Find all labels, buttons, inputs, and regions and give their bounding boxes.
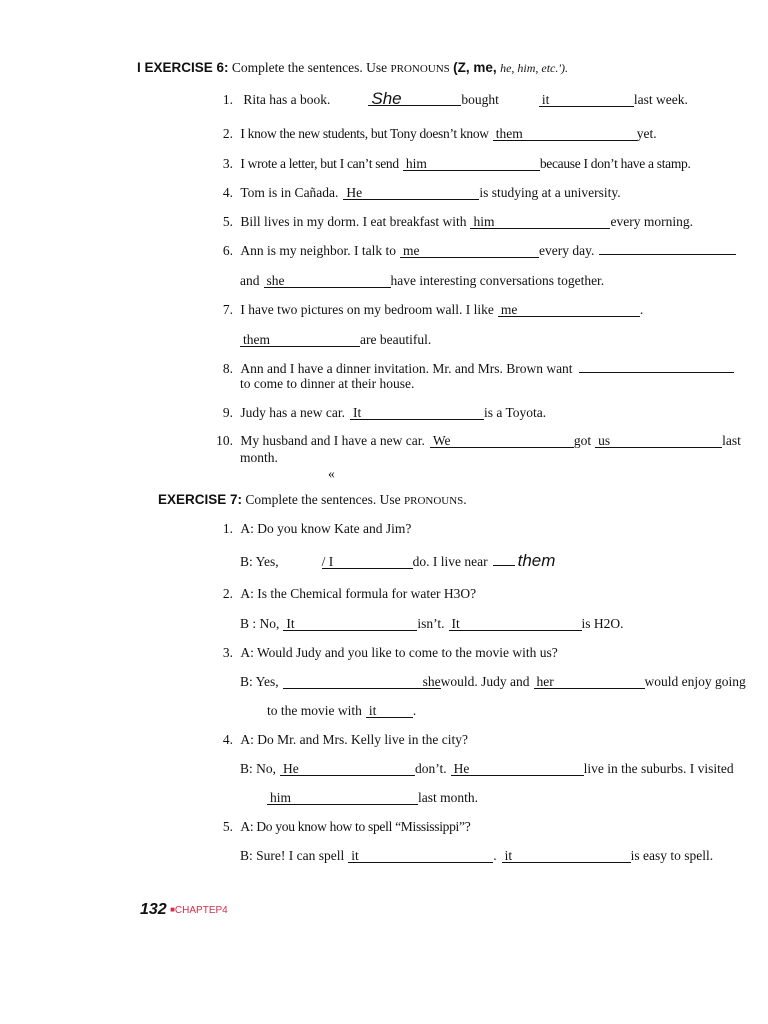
exercise6-examples-bold: (Z, me,: [453, 60, 497, 75]
answer-blank-short[interactable]: [493, 565, 515, 566]
item-text: to come to dinner at their house.: [240, 376, 415, 391]
answer-blank[interactable]: it: [539, 93, 634, 107]
item-number: 6.: [222, 243, 233, 258]
item-text: last week.: [633, 92, 688, 107]
exercise7-pronouns-word: PRONOUNS: [404, 495, 464, 507]
item-number: 4.: [222, 185, 233, 200]
item-text: Judy has a new car.: [240, 405, 345, 420]
stray-mark-text: «: [328, 466, 335, 481]
dialog-text: B : No,: [240, 616, 280, 631]
dialog-text: is H2O.: [581, 616, 624, 631]
ex7-item-3-b: [240, 674, 746, 690]
ex6-item-3: [212, 156, 691, 172]
item-text: I have two pictures on my bedroom wall. I like: [240, 302, 494, 317]
item-text: .: [639, 302, 644, 317]
dialog-text: .: [412, 703, 417, 718]
exercise6-pronouns-word: PRONOUNS: [390, 63, 450, 75]
dialog-text: would. Judy and: [440, 674, 530, 689]
exercise6-instruction: Complete the sentences. Use: [231, 60, 388, 75]
item-number: 9.: [222, 405, 233, 420]
dialog-text: do. I live near: [412, 554, 488, 569]
item-number: 5.: [222, 214, 233, 229]
item-number: 2.: [222, 586, 233, 601]
dialog-text: would enjoy going: [644, 674, 746, 689]
ex6-item-10: [212, 433, 741, 449]
item-text: is studying at a university.: [479, 185, 621, 200]
dialog-text: last month.: [418, 790, 478, 805]
answer-blank[interactable]: him: [470, 215, 610, 229]
item-number: 10.: [216, 433, 233, 448]
dialog-text: .: [493, 848, 497, 863]
exercise7-title: EXERCISE 7:: [158, 492, 243, 507]
item-text: because I don’t have a stamp.: [539, 156, 691, 171]
item-text: every day.: [539, 243, 595, 258]
dialog-line-a: A: Do you know how to spell “Mississippi”?: [240, 819, 471, 834]
answer-blank[interactable]: [599, 254, 736, 255]
ex6-item-4: [212, 185, 621, 201]
dialog-line-a: A: Do Mr. and Mrs. Kelly live in the city?: [240, 732, 468, 747]
item-text: Bill lives in my dorm. I eat breakfast with: [240, 214, 467, 229]
answer-blank[interactable]: her: [534, 675, 645, 689]
exercise6-title: I EXERCISE 6:: [137, 60, 229, 75]
ex7-item-1-a: [212, 521, 411, 537]
item-text: are beautiful.: [360, 332, 432, 347]
item-number: 1.: [222, 521, 233, 536]
answer-blank[interactable]: it: [502, 849, 631, 863]
ex7-item-4-b: [240, 761, 734, 777]
answer-blank[interactable]: him: [403, 157, 540, 171]
item-text: Tom is in Cañada.: [240, 185, 339, 200]
dialog-line-a: A: Is the Chemical formula for water H3O?: [240, 586, 477, 601]
item-text: bought: [461, 92, 499, 107]
chapter-label: CHAPTEP4: [174, 905, 228, 916]
square-icon: ■: [170, 905, 175, 914]
answer-blank[interactable]: them: [493, 127, 637, 141]
answer-blank[interactable]: us: [595, 434, 722, 448]
item-text: last: [722, 433, 741, 448]
ex7-item-5-a: [212, 819, 470, 835]
handwritten-answer: them: [517, 551, 556, 570]
ex7-item-4-a: [212, 732, 468, 748]
item-text: Ann and I have a dinner invitation. Mr. and Mrs. Brown want: [240, 361, 573, 376]
stray-mark: [328, 466, 335, 482]
item-number: 1.: [222, 92, 233, 107]
ex6-item-7: [212, 302, 643, 318]
answer-blank[interactable]: him: [267, 791, 418, 805]
dialog-text: B: No,: [240, 761, 277, 776]
dialog-text: isn’t.: [417, 616, 445, 631]
answer-blank[interactable]: It: [283, 617, 417, 631]
ex6-item-5: [212, 214, 693, 230]
ex6-item-7-cont: [240, 332, 431, 348]
answer-blank[interactable]: It: [350, 406, 484, 420]
ex6-item-6-cont: [240, 273, 604, 289]
item-number: 4.: [222, 732, 233, 747]
ex7-item-3-c: [267, 703, 416, 719]
dialog-line-a: A: Would Judy and you like to come to the movie with us?: [240, 645, 558, 660]
ex6-item-9: [212, 405, 546, 421]
item-text: My husband and I have a new car.: [240, 433, 425, 448]
item-number: 7.: [222, 302, 233, 317]
exercise7-header: [158, 492, 467, 509]
dialog-text: B: Sure! I can spell: [240, 848, 345, 863]
exercise6-header: [137, 60, 568, 77]
answer-blank[interactable]: them: [240, 333, 360, 347]
ex7-item-4-c: [267, 790, 478, 806]
ex6-item-10-cont: [240, 450, 278, 466]
item-number: 2.: [222, 126, 233, 141]
page-number: 132: [140, 901, 167, 918]
item-text: I wrote a letter, but I can’t send: [240, 156, 399, 171]
exercise7-period: .: [463, 492, 467, 507]
item-text: every morning.: [610, 214, 693, 229]
item-text: got: [573, 433, 592, 448]
answer-blank[interactable]: It: [449, 617, 582, 631]
answer-blank[interactable]: me: [400, 244, 539, 258]
ex7-item-1-b: [240, 553, 555, 570]
item-number: 3.: [222, 156, 233, 171]
ex7-item-3-a: [212, 645, 558, 661]
page-footer: [140, 901, 228, 920]
item-text: have interesting conversations together.: [390, 273, 605, 288]
dialog-line-a: A: Do you know Kate and Jim?: [240, 521, 412, 536]
ex6-item-6: [212, 243, 736, 259]
answer-blank[interactable]: He: [343, 186, 479, 200]
item-text: is a Toyota.: [483, 405, 547, 420]
answer-blank[interactable]: We: [430, 434, 574, 448]
exercise6-examples-italic: he, him, etc.').: [500, 61, 568, 75]
ex7-item-2-b: [240, 616, 624, 632]
item-text: yet.: [636, 126, 657, 141]
dialog-text: is easy to spell.: [630, 848, 714, 863]
item-text: Ann is my neighbor. I talk to: [240, 243, 396, 258]
item-number: 5.: [222, 819, 233, 834]
item-number: 3.: [222, 645, 233, 660]
ex6-item-1: [212, 89, 688, 108]
ex6-item-8: [212, 361, 734, 377]
answer-blank[interactable]: it: [348, 849, 493, 863]
item-number: 8.: [222, 361, 233, 376]
answer-blank[interactable]: He: [280, 762, 415, 776]
answer-blank[interactable]: She: [368, 92, 461, 106]
answer-blank[interactable]: [579, 372, 734, 373]
dialog-text: B: Yes,: [240, 554, 279, 569]
item-text: month.: [240, 450, 278, 465]
dialog-text: don’t.: [415, 761, 447, 776]
item-text: Rita has a book.: [243, 92, 331, 107]
dialog-text: live in the suburbs. I visited: [583, 761, 734, 776]
answer-blank[interactable]: she: [283, 675, 441, 689]
answer-blank[interactable]: it: [366, 704, 413, 718]
ex7-item-5-b: [240, 848, 713, 864]
dialog-text: to the movie with: [267, 703, 362, 718]
answer-blank[interactable]: me: [498, 303, 640, 317]
item-text: I know the new students, but Tony doesn’t know: [240, 126, 489, 141]
answer-blank[interactable]: she: [264, 274, 391, 288]
ex7-item-2-a: [212, 586, 476, 602]
dialog-text: B: Yes,: [240, 674, 279, 689]
item-text: and: [240, 273, 260, 288]
answer-blank[interactable]: He: [451, 762, 584, 776]
ex6-item-2: [212, 126, 657, 142]
exercise7-instruction: Complete the sentences. Use: [245, 492, 401, 507]
ex6-item-8-cont: [240, 376, 414, 392]
answer-blank[interactable]: / I: [322, 555, 413, 569]
